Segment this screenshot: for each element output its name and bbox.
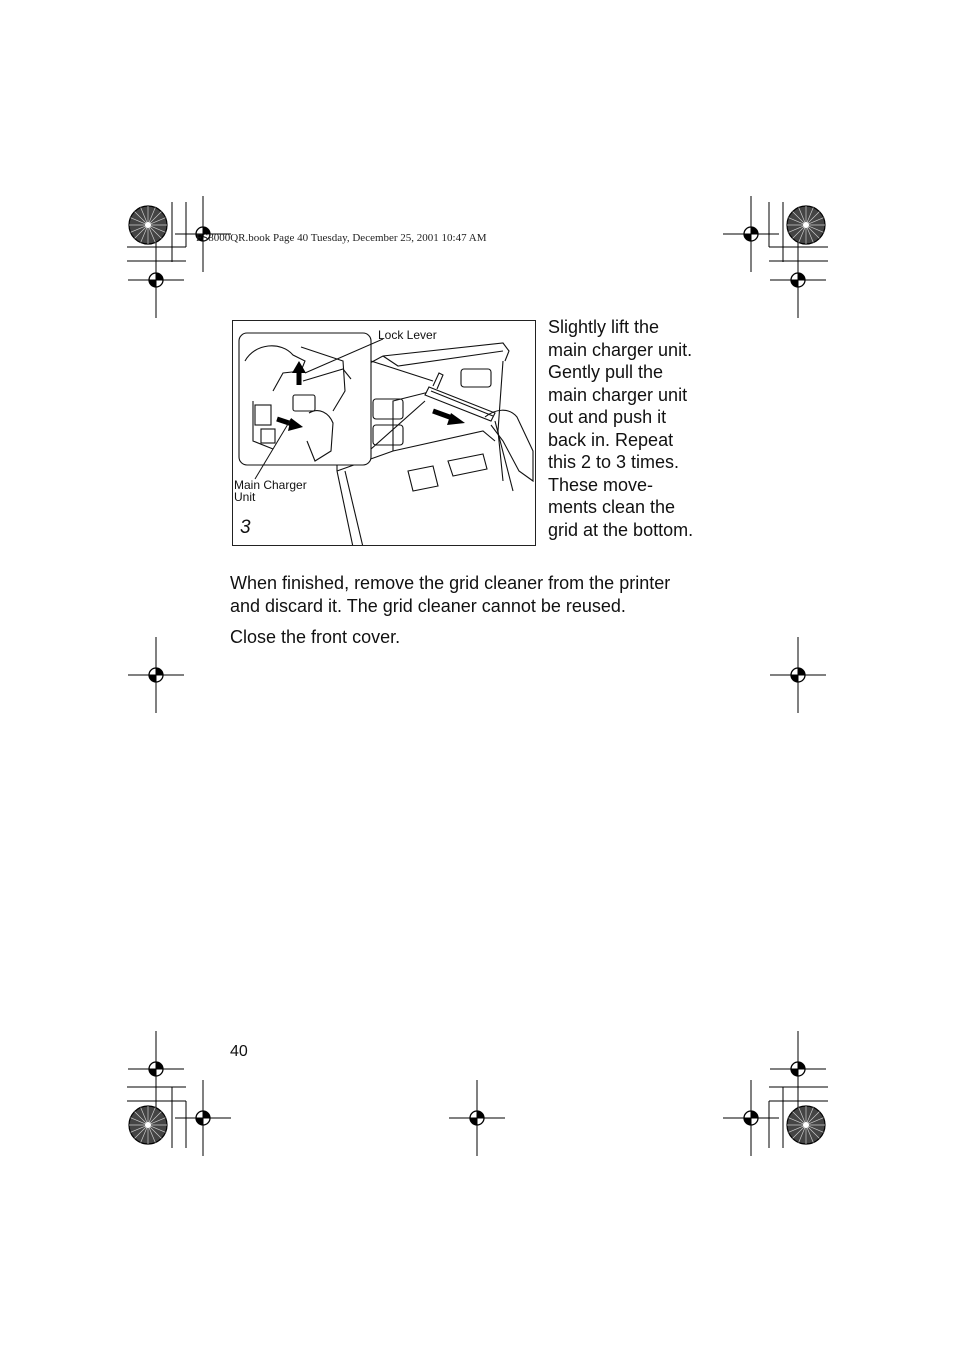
lock-lever-label: Lock Lever	[378, 328, 437, 342]
instruction-line: These move-	[548, 474, 654, 495]
instruction-line: this 2 to 3 times.	[548, 452, 680, 472]
step-number: 3	[240, 517, 251, 538]
main-charger-illustration	[232, 320, 536, 546]
instruction-line: main charger unit.	[548, 339, 693, 360]
instruction-line: Gently pull the	[548, 362, 664, 382]
instruction-line: Slightly lift the	[548, 317, 660, 337]
finish-line-2: and discard it. The grid cleaner cannot be reused.	[230, 595, 626, 616]
instruction-line: ments clean the	[548, 497, 676, 517]
step3-instructions	[548, 316, 718, 541]
finish-line-1: When finished, remove the grid cleaner from the printer	[230, 573, 671, 593]
printer-drawing	[233, 321, 536, 546]
instruction-line: grid at the bottom.	[548, 519, 694, 540]
instruction-line: out and push it	[548, 407, 667, 427]
main-charger-label-line1: Main Charger	[234, 478, 307, 492]
instruction-line: main charger unit	[548, 384, 688, 405]
instruction-line: back in. Repeat	[548, 429, 674, 450]
main-charger-label-line2: Unit	[234, 490, 256, 504]
file-info-header: FS8000QR.book Page 40 Tuesday, December 25, 2001 10:47 AM	[196, 232, 487, 244]
finish-paragraph	[230, 572, 730, 617]
close-cover-paragraph: Close the front cover.	[230, 627, 401, 647]
page-number: 40	[230, 1043, 248, 1060]
